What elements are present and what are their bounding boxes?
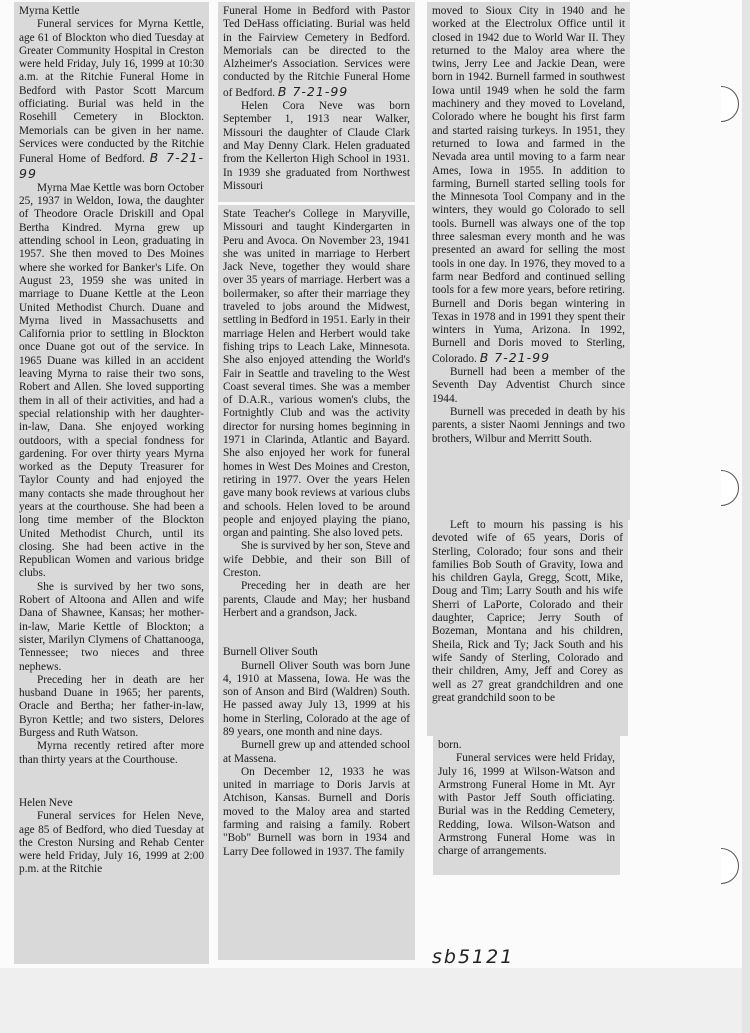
obituary-heading-neve: Helen Neve <box>19 796 73 809</box>
kettle-paragraph-services: Funeral services for Myrna Kettle, age 61 of Blockton who died Tuesday at Greater Community Hospital in Creston were held Friday, July 16, 1999 at 10:30 a.m. at the Ritchie Funeral Home in Bedford with Pastor Scott Marcum officiating. Burial was held in the Rosehill Cemetery in Blockton. Memorials can be given in her name. Services were conducted by the Ritchie Funeral Home of Bedford. B 7-21-99 <box>19 18 205 181</box>
kettle-paragraph-survivors: She is survived by her two sons, Robert of Altoona and Allen and wife Dana of Shawnee, Kansas; her mother-in-law, Marie Kettle of Blockton; a sister, Marilyn Clymens of Chattanooga, Tennessee; two nieces and three nephews. <box>19 580 204 673</box>
clipping-south-part-one <box>427 2 630 520</box>
binder-hole-bottom <box>703 848 739 884</box>
south-paragraph-services: Funeral services were held Friday, July 16, 1999 at Wilson-Watson and Armstrong Funeral Home in Mt. Ayr with Pastor Jeff South officiating. Burial was in the Redding Cemetery, Redding, Iowa. Wilson-Watson and Armstrong Funeral Home was in charge of arrangements. <box>438 752 615 858</box>
page-bottom-margin <box>0 968 750 1033</box>
neve-paragraph-services-cont: Funeral Home in Bedford with Pastor Ted DeHass officiating. Burial was held in the Fairview Cemetery in Bedford. Memorials can be directed to the Alzheimer's Association. Services were conducted by the Ritchie Funeral Home of Bedford. B 7-21-99 <box>223 5 410 99</box>
south-paragraph-marriage: On December 12, 1933 he was united in marriage to Doris Jarvis at Atchison, Kansas. Burnell and Doris moved to the Maloy area and started farming and raising a family. Robert "Bob" Burnell was born in 1934 and Larry Dee followed in 1937. The family <box>223 765 410 858</box>
binder-hole-middle <box>703 470 739 506</box>
binder-hole-top <box>703 86 739 122</box>
kettle-paragraph-preceded: Preceding her in death are her husband Duane in 1965; her parents, Oracle and Bertha; her father-in-law, Byron Kettle; and two sisters, Delores Burgess and Ruth Watson. <box>19 673 204 740</box>
obituary-heading-kettle: Myrna Kettle <box>19 5 80 17</box>
page-right-edge <box>742 0 750 1033</box>
neve-paragraph-survivors: She is survived by her son, Steve and wife Debbie, and their son Bill of Creston. <box>223 540 410 580</box>
south-paragraph-church: Burnell had been a member of the Seventh Day Adventist Church since 1944. <box>432 366 625 405</box>
neve-paragraph-services-start: Funeral services for Helen Neve, age 85 of Bedford, who died Tuesday at the Creston Nursing and Rehab Center were held Friday, July 16, 1999 at 2:00 p.m. at the Ritchie <box>19 810 204 876</box>
kettle-paragraph-biography: Myrna Mae Kettle was born October 25, 1937 in Weldon, Iowa, the daughter of Theodore Oracle Driskill and Opal Bertha Kindred. Myrna grew up attending school in Leon, graduating in 1957. She then moved to Des Moines where she worked for Banker's Life. On August 23, 1959 she was united in marriage to Duane Kettle at the Leon United Methodist Church. Duane and Myrna lived in Massachusetts and California prior to settling in Blockton once Duane got out of the service. In 1965 Duane was killed in an accident leaving Myrna to raise their two sons, Robert and Allen. She loved supporting them in all of their activities, and had a special relationship with her daughter-in-law, Dana. She enjoyed working outdoors, with a special fondness for gardening. For over thirty years Myrna worked as the Deputy Treasurer for Taylor County and had enjoyed the many contacts she made throughout her years at the courthouse. She had been a long time member of the Blockton United Methodist Church, until its closing. She had been active in the Republican Women and various bridge clubs. <box>19 181 204 580</box>
neve-paragraph-birth: Helen Cora Neve was born September 1, 1913 near Walker, Missouri the daughter of Claude Clark and May Denny Clark. Helen graduated from the Kellerton High School in 1931. In 1939 she graduated from Northwest Missouri <box>223 100 410 192</box>
kettle-paragraph-retired: Myrna recently retired after more than thirty years at the Courthouse. <box>19 740 204 766</box>
neve-paragraph-biography-cont: State Teacher's College in Maryville, Missouri and taught Kindergarten in Peru and Avoca. On November 23, 1941 she was united in marriage to Herbert Jack Neve, together they would share over 35 years of marriage. Herbert was a boilermaker, so after their marriage they traveled to jobs around the Midwest, settling in Bedford in 1951. Early in their marriage Helen and Herbert would take fishing trips to Leach Lake, Minnesota. She also enjoyed attending the World's Fair in Seattle and traveling to the West Coast several times. She was a member of D.A.R., various women's clubs, the Fortnightly Club and was the activity director for nursing homes beginning in 1971 in Clarinda, Atlantic and Bayard. She also enjoyed her work for funeral homes in West Des Moines and Creston, retiring in 1977. Over the years Helen gave many book reviews at various clubs and schools. Helen loved to be around people and enjoyed playing the piano, organ and painting. She also loved pets. <box>223 208 410 540</box>
south-paragraph-preceded: Burnell was preceded in death by his parents, a sister Naomi Jennings and two brothers, Wilbur and Merritt South. <box>432 405 625 445</box>
clipping-south-part-two <box>427 516 628 736</box>
handwritten-date: B 7-21-99 <box>19 150 205 181</box>
handwritten-date: B 7-21-99 <box>479 349 551 365</box>
clipping-neve-part-one <box>218 2 415 202</box>
south-paragraph-marriage-cont: moved to Sioux City in 1940 and he worked at the Electrolux Office until it closed in 1942 due to World War II. They returned to the Maloy area where the twins, Jerry Lee and Jackie Dean, were born in 1942. Burnell farmed in southwest Iowa until 1949 when he sold the farm machinery and they moved to Loveland, Colorado where he bought his first farm and started raising turkeys. In 1951, they returned to Iowa and farmed in the Nevada area until moving to a farm near Ames, Iowa in 1955. In addition to farming, Burnell started selling tools for the Minnesota Tool Company and in the winters, they would go Colorado to sell tools. Burnell was always one of the top three salesman every month and he was presented an award for selling the most tools in one day. In 1976, they moved to a farm near Bedford and continued selling tools for a few more years, before retiring. Burnell and Doris began wintering in Texas in 1978 and in 1991 they spent their winters in Yuma, Arizona. In 1992, Burnell and Doris moved to Sterling, Colorado. B 7-21-99 <box>432 5 625 365</box>
south-paragraph-survivors: Left to mourn his passing is his devoted wife of 65 years, Doris of Sterling, Colorado; four sons and their families Bob South of Gravity, Iowa and his children Gayla, Gregg, Scott, Mike, Doug and Tim; Larry South and his wife Sherri of LaPorte, Colorado and their daughter, Caprice; Jerry South of Bozeman, Montana and his children, Sheila, Rick and Ty; Jack South and his wife Sandy of Sterling, Colorado and their children, Amy, Jeff and Corey as well as 27 great grandchildren and one great grandchild soon to be <box>432 519 623 704</box>
south-paragraph-school: Burnell grew up and attended school at Massena. <box>223 739 410 765</box>
column-spacer <box>19 767 204 797</box>
clipping-south-part-three <box>433 736 620 875</box>
south-paragraph-birth: Burnell Oliver South was born June 4, 1910 at Massena, Iowa. He was the son of Anson and Bird (Waldren) South. He passed away July 13, 1999 at his home in Sterling, Colorado at the age of 89 years, one month and nine days. <box>223 659 410 738</box>
clipping-kettle-obituary <box>14 2 209 964</box>
neve-paragraph-preceded: Preceding her in death are her parents, Claude and May; her husband Herbert and a grandson, Jack. <box>223 580 410 619</box>
handwritten-catalog-number: sb5121 <box>432 946 515 968</box>
south-paragraph-survivors-cont: born. <box>438 739 462 751</box>
column-spacer <box>223 620 410 646</box>
clipping-neve-part-two <box>218 205 415 960</box>
handwritten-date: B 7-21-99 <box>277 83 349 99</box>
obituary-heading-south: Burnell Oliver South <box>223 646 318 659</box>
